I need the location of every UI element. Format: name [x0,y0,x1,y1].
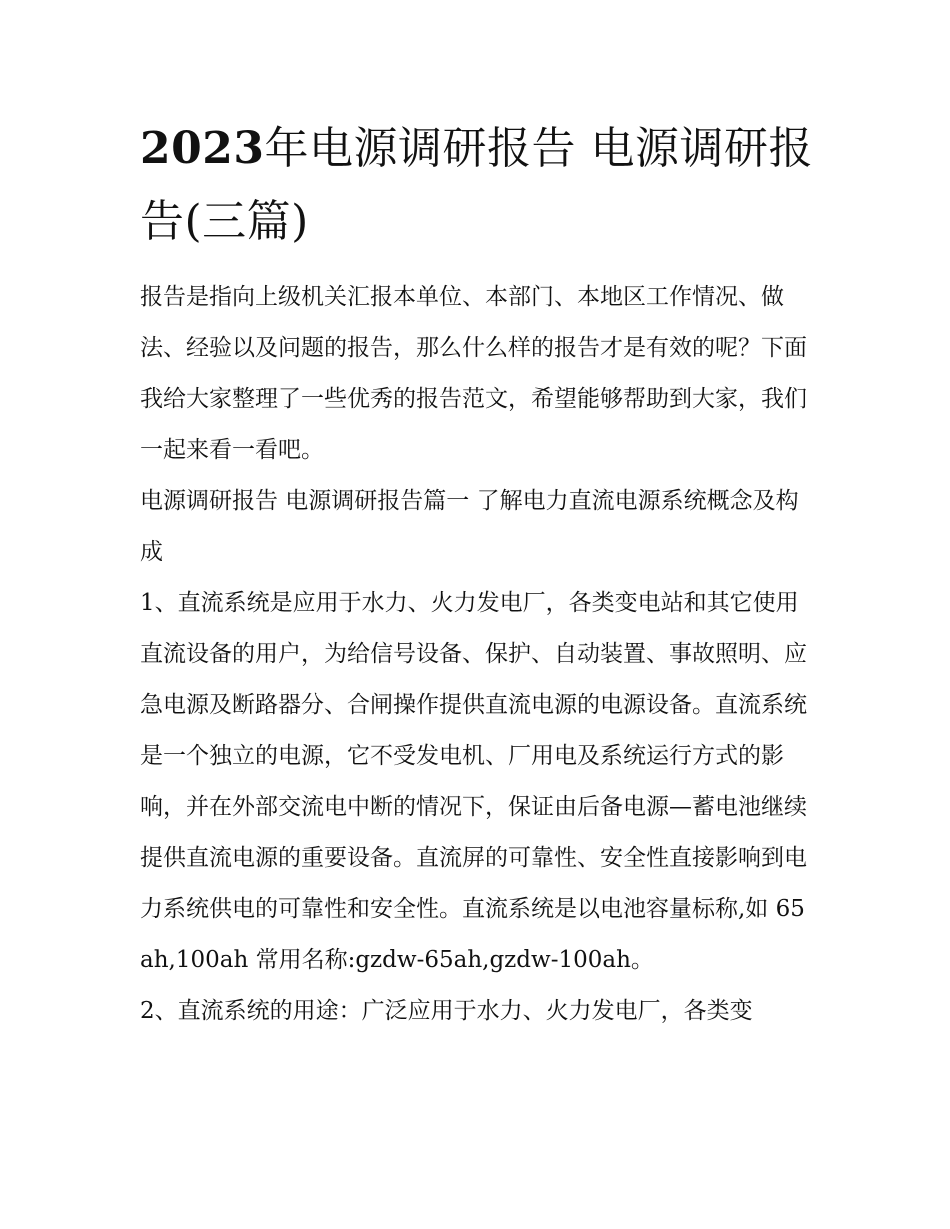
paragraph-intro: 报告是指向上级机关汇报本单位、本部门、本地区工作情况、做法、经验以及问题的报告，那么什么样的报告才是有效的呢？下面我给大家整理了一些优秀的报告范文，希望能够帮助到大家，我们一起来看一看吧。 [140,284,807,463]
paragraph-section-heading: 电源调研报告 电源调研报告篇一 了解电力直流电源系统概念及构成 [140,488,799,565]
title-year: 2023 [140,123,265,174]
paragraph-item-1: 1、直流系统是应用于水力、火力发电厂，各类变电站和其它使用直流设备的用户，为给信号设备、保护、自动装置、事故照明、应急电源及断路器分、合闸操作提供直流电源的电源设备。直流系统是一个独立的电源，它不受发电机、厂用电及系统运行方式的影响，并在外部交流电中断的情况下，保证由后备电源—蓄电池继续提供直流电源的重要设备。直流屏的可靠性、安全性直接影响到电力系统供电的可靠性和安全性。直流系统是以电池容量标称,如 65ah,100ah 常用名称:gzdw-65ah,gzdw-100ah。 [140,590,807,973]
document-body [140,112,815,1037]
document-title [140,112,815,258]
title-text: 年电源调研报告 电源调研报告(三篇) [140,123,813,247]
paragraph-item-2: 2、直流系统的用途：广泛应用于水力、火力发电厂，各类变 [140,998,753,1024]
